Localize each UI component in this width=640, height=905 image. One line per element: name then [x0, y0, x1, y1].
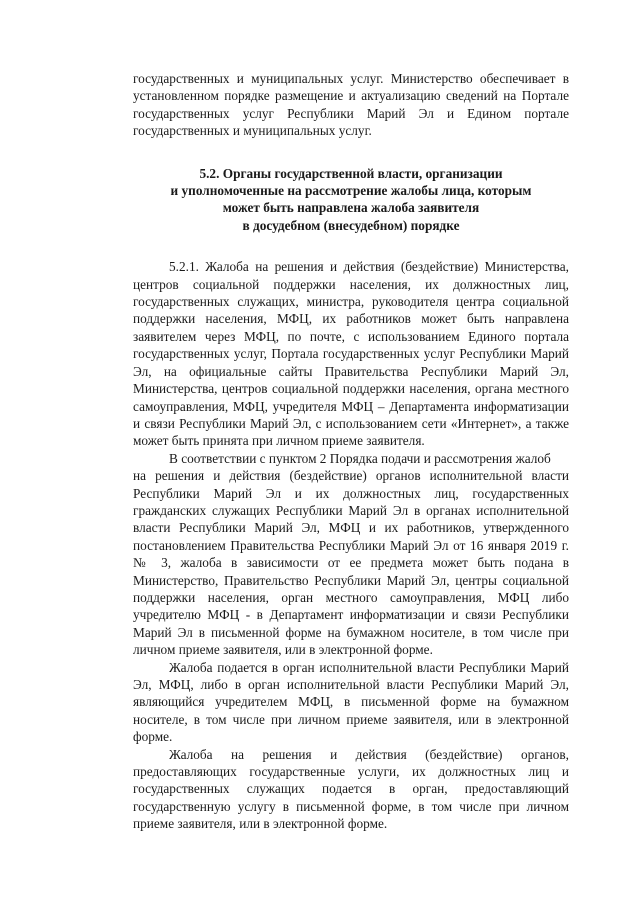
section-heading-line: и уполномоченные на рассмотрение жалобы лица, которым [170, 183, 532, 199]
section-heading [133, 165, 569, 235]
section-heading-line: 5.2. Органы государственной власти, организации [199, 165, 503, 181]
section-heading-line: может быть направлена жалоба заявителя [222, 200, 480, 216]
paragraph-5-2-1: 5.2.1. Жалоба на решения и действия (бездействие) Министерства, центров социальной поддержки населения, их должностных лиц, государственных служащих, министра, руководителя центра социальной поддержки населения, МФЦ, их работников может быть направлена заявителем через МФЦ, по почте, с использованием Единого портала государственных услуг, Портала государственных услуг Республики Марий Эл, на официальные сайты Правительства Республики Марий Эл, Министерства, центров социальной поддержки населения, органа местного самоуправления, МФЦ, учредителя МФЦ – Департамента информатизации и связи Республики Марий Эл, с использованием сети «Интернет», а также может быть принята при личном приеме заявителя. [133, 259, 569, 449]
document-page [133, 70, 569, 833]
paragraph-reference-start: В соответствии с пунктом 2 Порядка подачи и рассмотрения жалоб [169, 450, 551, 466]
paragraph-filing: Жалоба подается в орган исполнительной власти Республики Марий Эл, МФЦ, либо в орган исполнительной власти Республики Марий Эл, являющийся учредителем МФЦ, в письменной форме на бумажном носителе, в том числе при личном приеме заявителя, или в электронной форме. [133, 659, 569, 745]
paragraph-reference-body: на решения и действия (бездействие) органов исполнительной власти Республики Марий Эл и их должностных лиц, государственных гражданских служащих Республики Марий Эл в органах исполнительной власти Республики Марий Эл, МФЦ и их работников, утвержденного постановлением Правительства Республики Марий Эл от 16 января 2019 г. № 3, жалоба в зависимости от ее предмета может быть подана в Министерство, Правительство Республики Марий Эл, центры социальной поддержки населения, орган местного самоуправления, МФЦ либо учредителю МФЦ - в Департамент информатизации и связи Республики Марий Эл в письменной форме на бумажном носителе, в том числе при личном приеме заявителя, или в электронной форме. [133, 468, 569, 658]
intro-paragraph: государственных и муниципальных услуг. Министерство обеспечивает в установленном порядке размещение и актуализацию сведений на Портале государственных услуг Республики Марий Эл и Едином портале государственных и муниципальных услуг. [133, 71, 569, 139]
paragraph-services: Жалоба на решения и действия (бездействие) органов, предоставляющих государственные услуги, их должностных лиц и государственных служащих подается в орган, предоставляющий государственную услугу в письменной форме, в том числе при личном приеме заявителя, или в электронной форме. [133, 746, 569, 832]
section-heading-line: в досудебном (внесудебном) порядке [242, 217, 460, 233]
